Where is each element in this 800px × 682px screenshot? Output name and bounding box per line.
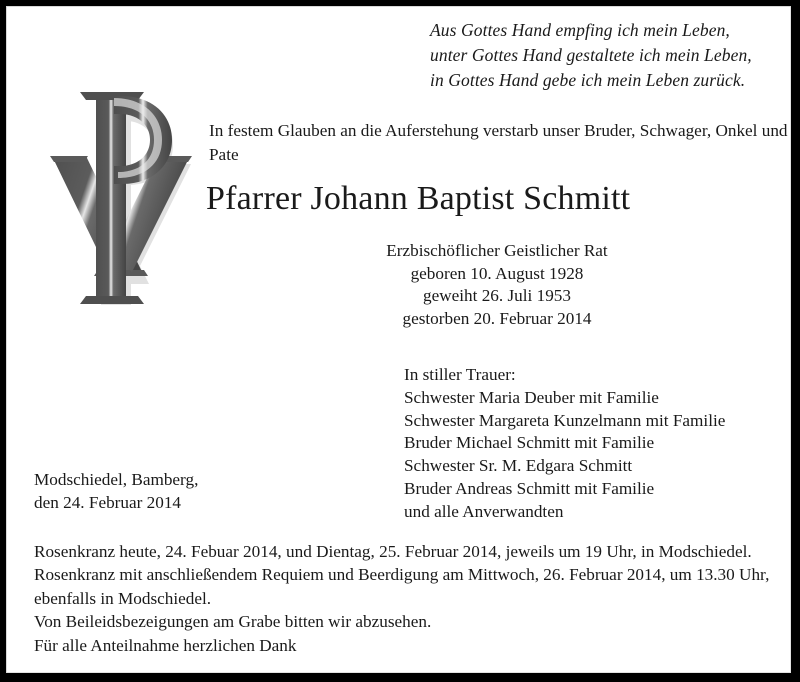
- rosary-requiem-paragraph: Rosenkranz heute, 24. Febuar 2014, und Dientag, 25. Februar 2014, jeweils um 19 Uhr, in Modschiedel. Rosenkranz mit anschließendem Requiem und Beerdigung am Mittwoch, 26. Februar 2014, um 13.30 Uhr, ebenfalls in Modschiedel.: [34, 542, 770, 608]
- thanks-line: Für alle Anteilnahme herzlichen Dank: [34, 635, 297, 655]
- funeral-details-block: [34, 540, 782, 657]
- deceased-name: Pfarrer Johann Baptist Schmitt: [206, 180, 631, 217]
- deceased-title: Erzbischöflicher Geistlicher Rat: [386, 241, 608, 260]
- epigraph-line-1: Aus Gottes Hand empfing ich mein Leben,: [430, 20, 730, 40]
- notice-sheet: [6, 6, 791, 673]
- date-line: den 24. Februar 2014: [34, 493, 182, 512]
- place-line: Modschiedel, Bamberg,: [34, 470, 199, 489]
- date-died: gestorben 20. Februar 2014: [402, 308, 592, 328]
- intro-text: In festem Glauben an die Auferstehung verstarb unser Bruder, Schwager, Onkel und Pate: [209, 121, 788, 164]
- mourners-block: [404, 364, 796, 524]
- mourner-name: Schwester Sr. M. Edgara Schmitt: [404, 456, 633, 476]
- mourner-name: Schwester Maria Deuber mit Familie: [404, 387, 659, 407]
- date-ordained: geweiht 26. Juli 1953: [423, 286, 571, 305]
- life-dates-block: [306, 240, 688, 330]
- epigraph-line-2: unter Gottes Hand gestaltete ich mein Leben,: [430, 45, 752, 65]
- mourner-name: Schwester Margareta Kunzelmann mit Familie: [404, 410, 726, 430]
- date-born: geboren 10. August 1928: [410, 263, 584, 283]
- mourner-name: und alle Anverwandten: [404, 501, 564, 521]
- mourner-name: Bruder Andreas Schmitt mit Familie: [404, 478, 655, 498]
- epigraph-verse: [430, 18, 780, 93]
- no-condolences-line: Von Beileidsbezeigungen am Grabe bitten wir abzusehen.: [34, 612, 432, 632]
- place-date-block: [34, 468, 334, 514]
- epigraph-line-3: in Gottes Hand gebe ich mein Leben zurück.: [430, 70, 746, 90]
- mourner-name: Bruder Michael Schmitt mit Familie: [404, 433, 655, 453]
- chi-rho-icon: [40, 78, 192, 318]
- mourners-heading: In stiller Trauer:: [404, 365, 516, 384]
